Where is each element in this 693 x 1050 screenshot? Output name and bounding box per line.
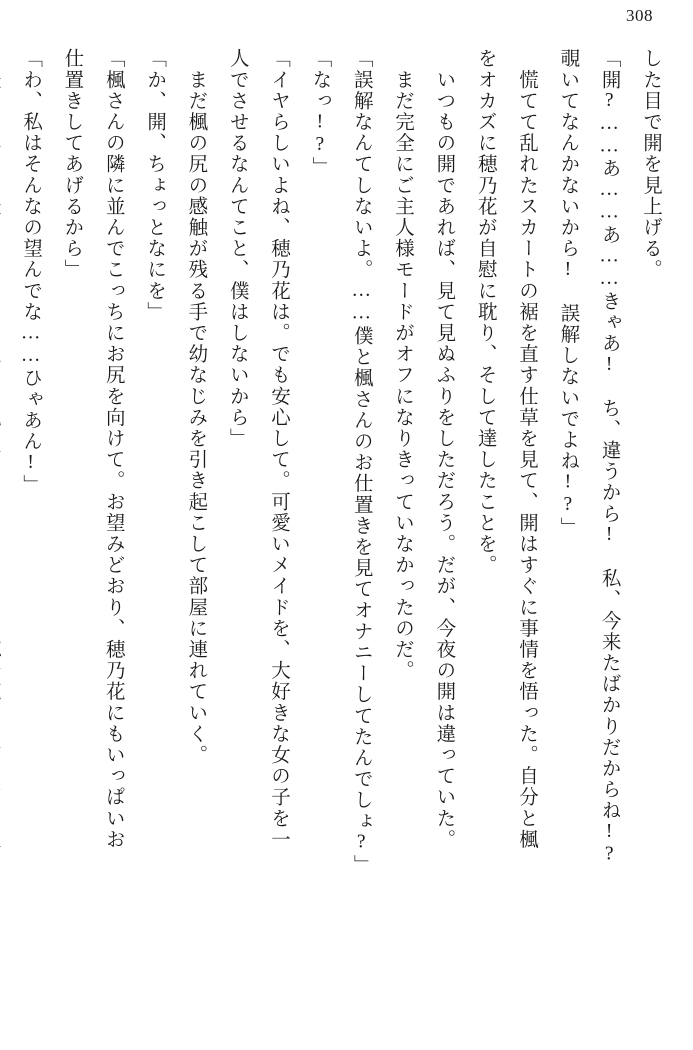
text-line: 「イヤらしいよね、穂乃花は。でも安心して。可愛いメイドを、大好きな女の子を一 [268, 48, 290, 850]
text-line: 慌てて乱れたスカートの裾を直す仕草を見て、開はすぐに事情を悟った。自分と楓 [516, 48, 538, 850]
text-line: いつもの開であれば、見て見ぬふりをしただろう。だが、今夜の開は違っていた。 [433, 48, 455, 850]
text-line: をオカズに穂乃花が自慰に耽り、そして達したことを。 [474, 48, 496, 576]
text-line: 「か、開、ちょっとなにを」 [144, 48, 166, 323]
text-line [0, 48, 10, 1008]
text-line: まだ完全にご主人様モードがオフになりきっていなかったのだ。 [392, 48, 414, 681]
text-line: まだ楓の尻の感触が残る手で幼なじみを引き起こして部屋に連れていく。 [185, 48, 207, 766]
text-line: 「誤解なんてしないよ。……僕と楓さんのお仕置きを見てオナニーしてたんでしょ?」 [350, 48, 372, 876]
text-line: 覗いてなんかないから! 誤解しないでよね!?」 [557, 48, 579, 538]
text-line: 人でさせるなんてこと、僕はしないから」 [226, 48, 248, 449]
text-line: 「開?……あ……あ……きゃあ! ち、違うから! 私、今来たばかりだからね!? [598, 48, 620, 867]
text-line: 仕置きしてあげるから」 [61, 48, 83, 281]
text-line: 「楓さんの隣に並んでこっちにお尻を向けて。お望みどおり、穂乃花にもいっぱいお [102, 48, 124, 850]
page-number: 308 [626, 6, 653, 25]
text-line: 「なっ!?」 [309, 48, 331, 178]
text-line: した目で開を見上げる。 [640, 48, 661, 281]
page-text-body [20, 48, 671, 1008]
text-line: 「わ、私はそんなの望んでな……ひゃあん!」 [20, 48, 42, 496]
